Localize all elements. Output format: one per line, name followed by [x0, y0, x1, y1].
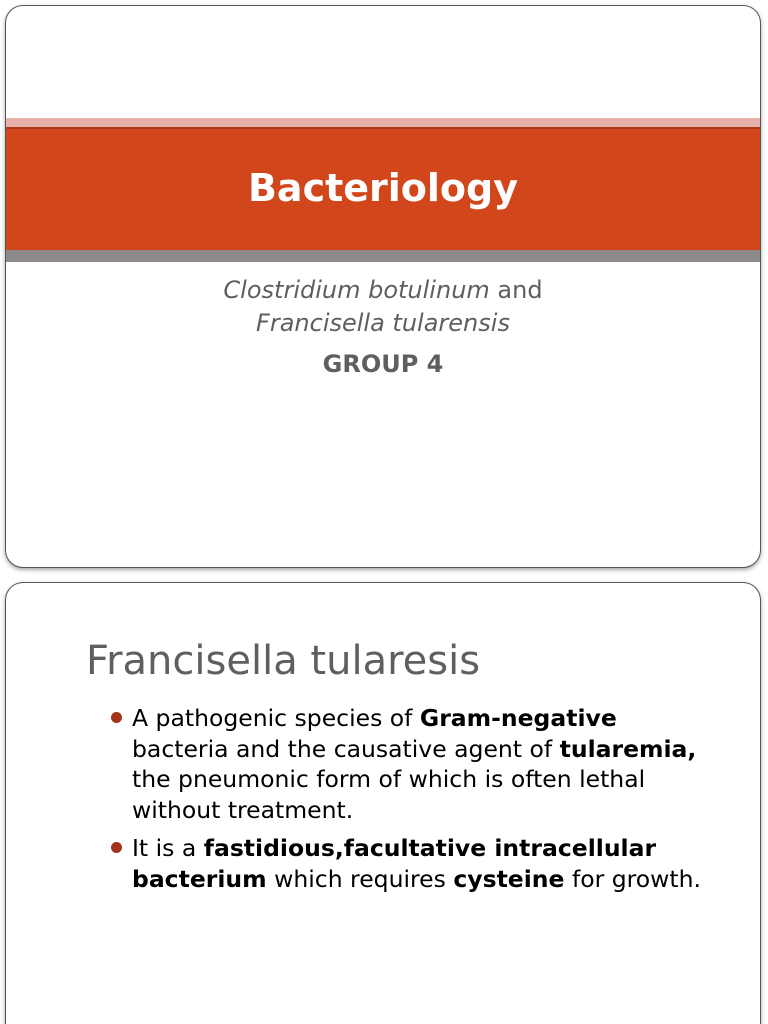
subtitle-organism-1: Clostridium botulinum	[223, 276, 490, 304]
bullet-item	[108, 833, 718, 894]
bullet-list	[108, 703, 718, 902]
content-slide	[5, 582, 761, 1024]
title-band-bottom-stripe	[6, 250, 760, 262]
slide-subtitle	[6, 274, 760, 340]
bullet-text: A pathogenic species of	[132, 704, 420, 732]
subtitle-organism-2: Francisella tularensis	[256, 309, 510, 337]
title-band-top-stripe	[6, 118, 760, 127]
title-slide	[5, 5, 761, 568]
bullet-text: bacteria and the causative agent of	[132, 734, 560, 763]
bullet-bold-text: fastidious,facultative intracellular bacterium	[132, 834, 657, 893]
bullet-item	[108, 703, 718, 825]
bullet-bold-text: cysteine	[453, 864, 565, 893]
bullet-bold-text: tularemia,	[559, 734, 697, 763]
slide-heading: Francisella tularesis	[86, 638, 481, 684]
bullet-text: which requires	[266, 864, 454, 893]
subtitle-line-2	[6, 307, 760, 340]
bullet-text: the pneumonic form of which is often lethal without treatment.	[132, 765, 646, 824]
bullet-dot-icon	[111, 842, 122, 853]
subtitle-conjunction: and	[489, 276, 543, 304]
bullet-dot-icon	[111, 712, 122, 723]
subtitle-line-1	[6, 274, 760, 307]
bullet-bold-text: Gram-negative	[419, 704, 617, 732]
bullet-text: It is a	[132, 834, 204, 862]
group-label: GROUP 4	[322, 350, 444, 378]
slide-title: Bacteriology	[247, 166, 519, 210]
bullet-text: for growth.	[564, 864, 701, 893]
